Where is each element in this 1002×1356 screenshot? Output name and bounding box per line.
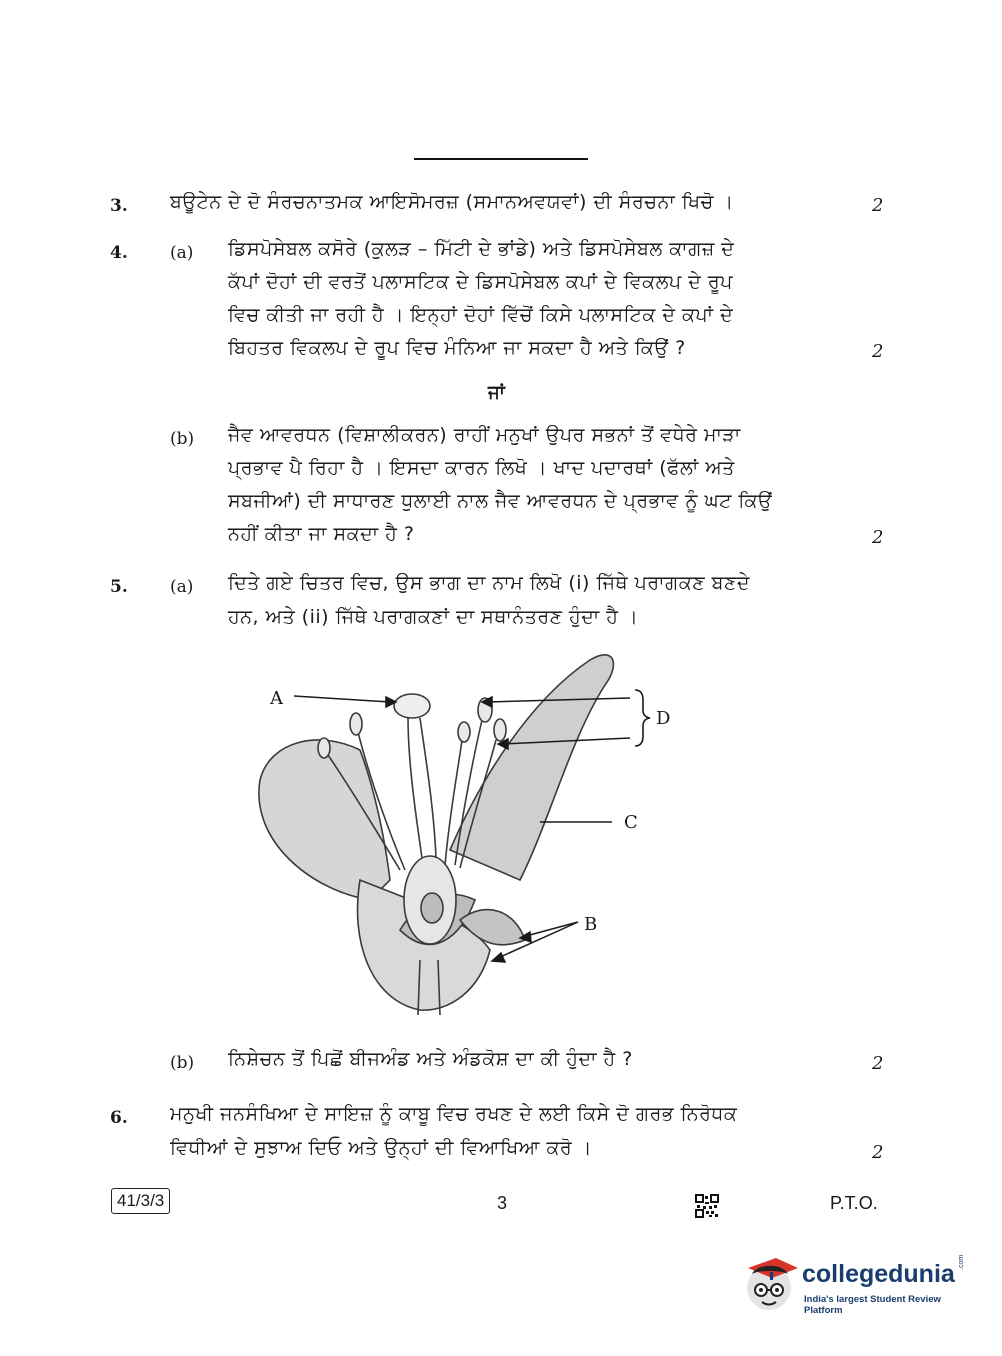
paper-code-box: 41/3/3 [111,1188,170,1214]
question-4a-line-2: ਕੱਪਾਂ ਦੋਹਾਂ ਦੀ ਵਰਤੋਂ ਪਲਾਸਟਿਕ ਦੇ ਡਿਸਪੋਸੇਬਲ ਕਪਾਂ ਦੇ ਵਿਕਲਪ ਦੇ ਰੂਪ [228,271,733,293]
label-a: A [270,688,283,709]
question-3-marks: 2 [872,195,884,216]
flower-diagram [250,640,680,1020]
question-4b-marks: 2 [872,527,884,548]
label-d: D [656,708,671,729]
question-4b-line-2: ਪ੍ਰਭਾਵ ਪੈ ਰਿਹਾ ਹੈ । ਇਸਦਾ ਕਾਰਨ ਲਿਖੋ । ਖਾਦ ਪਦਾਰਥਾਂ (ਫੱਲਾਂ ਅਤੇ [228,457,735,479]
flower-illustration [250,640,680,1020]
page-number: 3 [497,1193,508,1213]
arrowhead-b-2 [492,953,505,962]
question-6-marks: 2 [872,1142,884,1163]
logo-tagline: India's largest Student Review Platform [804,1294,941,1316]
style [408,718,422,858]
anther-5 [458,722,470,742]
question-5a-line-2: ਹਨ, ਅਤੇ (ii) ਜਿੱਥੇ ਪਰਾਗਕਣਾਂ ਦਾ ਸਥਾਨੰਤਰਣ ਹੁੰਦਾ ਹੈ । [228,606,639,628]
collegedunia-logo[interactable] [742,1252,972,1318]
question-4a-marks: 2 [872,341,884,362]
question-5b-text: ਨਿਸ਼ੇਚਨ ਤੋਂ ਪਿਛੋਂ ਬੀਜਅੰਡ ਅਤੇ ਅੰਡਕੋਸ਼ ਦਾ ਕੀ ਹੁੰਦਾ ਹੈ ? [228,1048,633,1070]
anther-4 [494,719,506,741]
question-4b-label: (b) [170,429,195,449]
logo-domain-suffix: .com [958,1254,965,1270]
brace-d [635,690,650,746]
section-divider [414,158,588,160]
question-6-line-1: ਮਨੁਖੀ ਜਨਸੰਖਿਆ ਦੇ ਸਾਇਜ਼ ਨੂੰ ਕਾਬੂ ਵਿਚ ਰਖਣ ਦੇ ਲਈ ਕਿਸੇ ਦੋ ਗਰਭ ਨਿਰੋਧਕ [170,1103,738,1125]
question-6-line-2: ਵਿਧੀਆਂ ਦੇ ਸੁਝਾਅ ਦਿਓ ਅਤੇ ਉਨ੍ਹਾਂ ਦੀ ਵਿਆਖਿਆ ਕਰੋ । [170,1137,593,1159]
pointer-a [294,696,390,702]
right-petal [450,655,613,880]
question-4a-line-3: ਵਿਚ ਕੀਤੀ ਜਾ ਰਹੀ ਹੈ । ਇਨ੍ਹਾਂ ਦੋਹਾਂ ਵਿੱਚੋਂ ਕਿਸੇ ਪਲਾਸਟਿਕ ਦੇ ਕਪਾਂ ਦੇ [228,304,734,326]
qr-code-icon [695,1194,719,1218]
label-b: B [584,914,598,935]
logo-wordmark: collegedunia [802,1260,955,1288]
question-5-number: 5. [110,577,128,597]
question-5a-line-1: ਦਿਤੇ ਗਏ ਚਿਤਰ ਵਿਚ, ਉਸ ਭਾਗ ਦਾ ਨਾਮ ਲਿਖੋ (i) ਜਿੱਥੇ ਪਰਾਗਕਣ ਬਣਦੇ [228,572,750,594]
question-5b-marks: 2 [872,1053,884,1074]
anther-2 [350,713,362,735]
question-4-number: 4. [110,243,128,263]
question-4a-line-4: ਬਿਹਤਰ ਵਿਕਲਪ ਦੇ ਰੂਪ ਵਿਚ ਮੰਨਿਆ ਜਾ ਸਕਦਾ ਹੈ ਅਤੇ ਕਿਉਂ ? [228,337,686,359]
question-4a-label: (a) [170,243,194,263]
question-5a-label: (a) [170,577,194,597]
or-separator: ਜਾਂ [488,382,505,403]
question-5b-label: (b) [170,1053,195,1073]
question-4b-line-1: ਜੈਵ ਆਵਰਧਨ (ਵਿਸ਼ਾਲੀਕਰਨ) ਰਾਹੀਂ ਮਨੁਖਾਂ ਉਪਰ ਸਭਨਾਂ ਤੋਂ ਵਧੇਰੇ ਮਾੜਾ [228,424,741,446]
question-4b-line-3: ਸਬਜੀਆਂ) ਦੀ ਸਾਧਾਰਣ ਧੁਲਾਈ ਨਾਲ ਜੈਵ ਆਵਰਧਨ ਦੇ ਪ੍ਰਭਾਵ ਨੂੰ ਘਟ ਕਿਉਂ [228,490,773,512]
anther-1 [318,738,330,758]
question-3-number: 3. [110,196,128,216]
label-c: C [624,812,638,833]
mascot-icon [742,1252,800,1316]
pto-label: P.T.O. [830,1193,878,1213]
stigma [394,694,430,718]
question-4a-line-1: ਡਿਸਪੋਸੇਬਲ ਕਸੋਰੇ (ਕੁਲੜ – ਮਿੱਟੀ ਦੇ ਭਾਂਡੇ) ਅਤੇ ਡਿਸਪੋਸੇਬਲ ਕਾਗਜ਼ ਦੇ [228,238,735,260]
style-inner [420,718,436,858]
question-6-number: 6. [110,1108,128,1128]
question-3-text: ਬਊਟੇਨ ਦੇ ਦੋ ਸੰਰਚਨਾਤਮਕ ਆਇਸੋਮਰਜ਼ (ਸਮਾਨਅਵਯਵਾਂ) ਦੀ ਸੰਰਚਨਾ ਖਿਚੋ । [170,191,734,213]
ovule [421,893,443,923]
question-4b-line-4: ਨਹੀਂ ਕੀਤਾ ਜਾ ਸਕਦਾ ਹੈ ? [228,523,415,545]
